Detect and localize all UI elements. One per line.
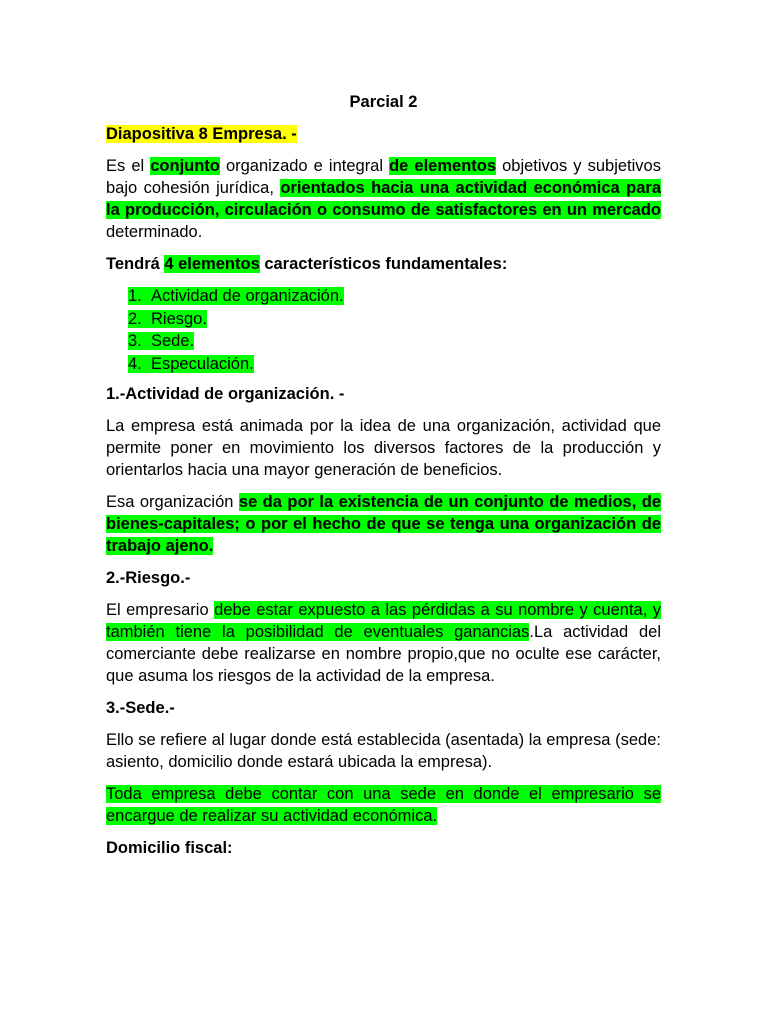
highlight-run: se da por la existencia de un conjunto de medios, de bienes-capitales; o por el hecho de que se tenga una organización de trabajo ajeno. — [106, 493, 661, 555]
list-number: 3. — [128, 332, 142, 350]
section-heading-organizacion: 1.-Actividad de organización. - — [106, 385, 345, 403]
text-run: El empresario — [106, 601, 215, 619]
highlight-run: debe estar expuesto a las pérdidas a su nombre y cuenta, y también tiene la posibilidad de eventuales ganancias — [106, 601, 661, 641]
list-item — [128, 285, 661, 308]
list-item — [128, 308, 661, 331]
sede-paragraph-1: Ello se refiere al lugar donde está establecida (asentada) la empresa (sede: asiento, domicilio donde estará ubicada la empresa). — [106, 731, 661, 771]
list-label: Especulación. — [151, 354, 254, 373]
elements-list — [106, 285, 661, 375]
list-number: 1. — [128, 287, 142, 305]
text-run: Es el — [106, 157, 151, 175]
list-label: Actividad de organización. — [151, 287, 344, 305]
list-number: 2. — [128, 309, 142, 328]
highlight-run: Toda empresa debe contar con una sede en donde el empresario se encargue de realizar su actividad económica. — [106, 785, 661, 825]
text-run: Tendrá — [106, 255, 165, 273]
definition-paragraph — [106, 155, 661, 243]
elements-intro — [106, 253, 661, 275]
document-body — [106, 91, 661, 869]
fiscal-heading: Domicilio fiscal: — [106, 839, 233, 857]
highlight-run: orientados hacia una actividad económica para la producción, circulación o consumo de satisfactores en un mercado — [106, 179, 661, 219]
organizacion-paragraph-2 — [106, 491, 661, 557]
text-run: organizado e integral — [219, 157, 390, 175]
list-label: Sede. — [151, 332, 195, 350]
section-heading-sede: 3.-Sede.- — [106, 699, 175, 717]
highlight-run: de elementos — [389, 157, 497, 175]
text-run: Esa organización — [106, 493, 239, 511]
organizacion-paragraph-1: La empresa está animada por la idea de una organización, actividad que permite poner en movimiento los diversos factores de la producción y orientarlos hacia una mayor generación de beneficios. — [106, 417, 661, 479]
text-run: característicos fundamentales: — [259, 255, 508, 273]
slide-heading-text: Diapositiva 8 Empresa. - — [106, 125, 297, 143]
list-label: Riesgo. — [151, 309, 207, 328]
list-number: 4. — [128, 354, 142, 373]
page-title: Parcial 2 — [349, 93, 418, 111]
highlight-run: 4 elementos — [164, 255, 260, 273]
text-run: .La actividad del comerciante debe realizarse en nombre propio,que no oculte ese carácter, que asuma los riesgos de la actividad de la empresa. — [106, 623, 661, 685]
list-item — [128, 353, 661, 376]
text-run: determinado. — [106, 223, 203, 241]
section-heading-riesgo: 2.-Riesgo.- — [106, 569, 191, 587]
text-run: objetivos y subjetivos bajo cohesión jurídica, — [106, 157, 661, 197]
list-item — [128, 330, 661, 353]
sede-paragraph-2 — [106, 783, 661, 827]
slide-heading — [106, 123, 661, 145]
riesgo-paragraph — [106, 599, 661, 687]
highlight-run: conjunto — [150, 157, 220, 175]
